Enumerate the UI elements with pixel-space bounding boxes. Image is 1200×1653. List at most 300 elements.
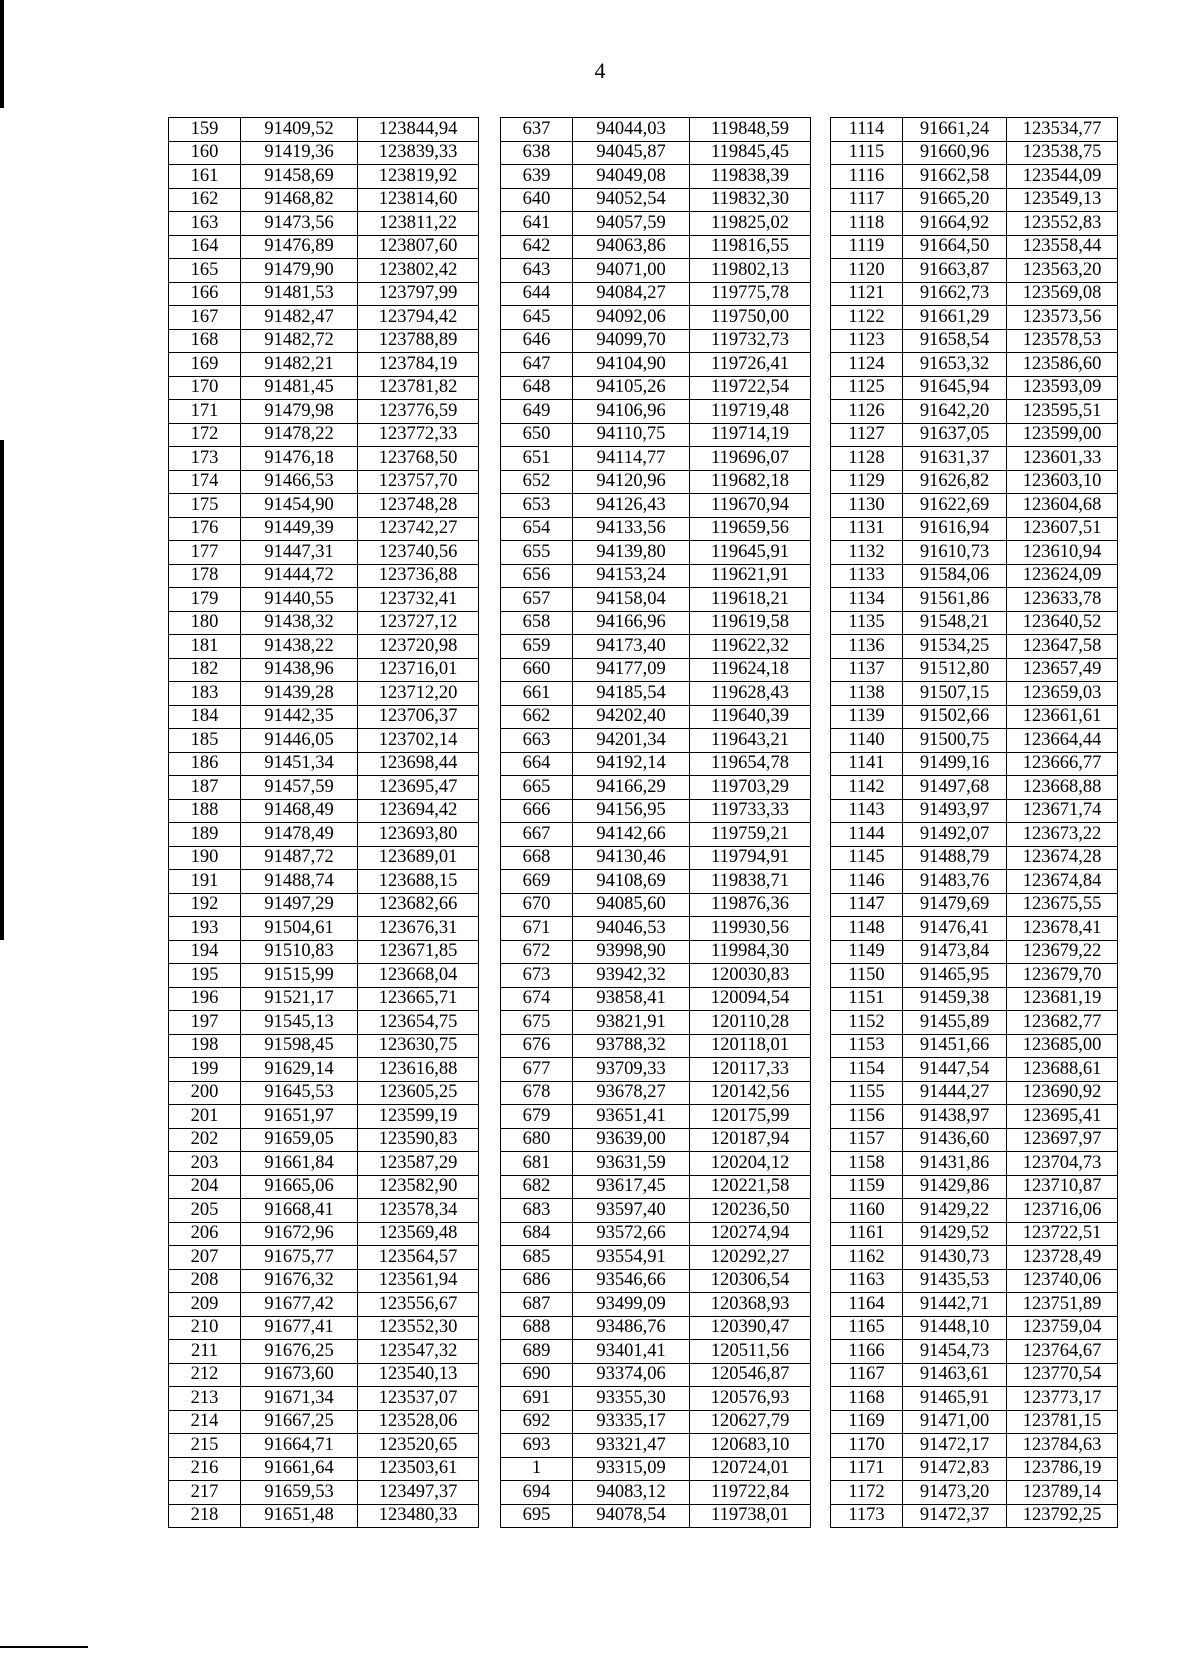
point-number-cell: 688 (501, 1316, 573, 1340)
y-coordinate-cell: 119848,59 (690, 118, 811, 142)
x-coordinate-cell: 93597,40 (573, 1199, 690, 1223)
y-coordinate-cell: 123772,33 (358, 423, 479, 447)
table-row (501, 1269, 811, 1293)
table-row (501, 705, 811, 729)
x-coordinate-cell: 91660,96 (903, 141, 1007, 165)
x-coordinate-cell: 93546,66 (573, 1269, 690, 1293)
x-coordinate-cell: 93355,30 (573, 1387, 690, 1411)
table-row (169, 1434, 479, 1458)
y-coordinate-cell: 123781,15 (1007, 1410, 1118, 1434)
point-number-cell: 166 (169, 282, 241, 306)
point-number-cell: 648 (501, 376, 573, 400)
table-row (501, 1246, 811, 1270)
x-coordinate-cell: 91454,90 (241, 494, 358, 518)
y-coordinate-cell: 123665,71 (358, 987, 479, 1011)
table-row (501, 188, 811, 212)
table-row (169, 1199, 479, 1223)
x-coordinate-cell: 94185,54 (573, 682, 690, 706)
x-coordinate-cell: 91651,97 (241, 1105, 358, 1129)
y-coordinate-cell: 120236,50 (690, 1199, 811, 1223)
table-row (831, 188, 1118, 212)
y-coordinate-cell: 123590,83 (358, 1128, 479, 1152)
point-number-cell: 641 (501, 212, 573, 236)
x-coordinate-cell: 93335,17 (573, 1410, 690, 1434)
x-coordinate-cell: 93639,00 (573, 1128, 690, 1152)
table-row (501, 1128, 811, 1152)
point-number-cell: 682 (501, 1175, 573, 1199)
point-number-cell: 671 (501, 917, 573, 941)
point-number-cell: 1157 (831, 1128, 903, 1152)
x-coordinate-cell: 91457,59 (241, 776, 358, 800)
table-row (501, 141, 811, 165)
point-number-cell: 178 (169, 564, 241, 588)
x-coordinate-cell: 91521,17 (241, 987, 358, 1011)
page-number: 4 (594, 58, 606, 83)
table-row (501, 752, 811, 776)
x-coordinate-cell: 94156,95 (573, 799, 690, 823)
table-row (169, 635, 479, 659)
point-number-cell: 169 (169, 353, 241, 377)
table-row (501, 1481, 811, 1505)
y-coordinate-cell: 123661,61 (1007, 705, 1118, 729)
table-row (169, 917, 479, 941)
point-number-cell: 216 (169, 1457, 241, 1481)
table-row (169, 1293, 479, 1317)
table-row (831, 1199, 1118, 1223)
x-coordinate-cell: 94063,86 (573, 235, 690, 259)
x-coordinate-cell: 91476,89 (241, 235, 358, 259)
point-number-cell: 1173 (831, 1504, 903, 1528)
x-coordinate-cell: 94105,26 (573, 376, 690, 400)
y-coordinate-cell: 119984,30 (690, 940, 811, 964)
x-coordinate-cell: 93617,45 (573, 1175, 690, 1199)
table-row (501, 940, 811, 964)
y-coordinate-cell: 120175,99 (690, 1105, 811, 1129)
x-coordinate-cell: 93858,41 (573, 987, 690, 1011)
table-row (831, 1363, 1118, 1387)
table-row (501, 494, 811, 518)
x-coordinate-cell: 91629,14 (241, 1058, 358, 1082)
y-coordinate-cell: 123764,67 (1007, 1340, 1118, 1364)
point-number-cell: 663 (501, 729, 573, 753)
x-coordinate-cell: 91472,37 (903, 1504, 1007, 1528)
y-coordinate-cell: 119696,07 (690, 447, 811, 471)
point-number-cell: 1144 (831, 823, 903, 847)
y-coordinate-cell: 123740,06 (1007, 1269, 1118, 1293)
point-number-cell: 673 (501, 964, 573, 988)
y-coordinate-cell: 123520,65 (358, 1434, 479, 1458)
point-number-cell: 639 (501, 165, 573, 189)
y-coordinate-cell: 120390,47 (690, 1316, 811, 1340)
x-coordinate-cell: 91465,95 (903, 964, 1007, 988)
x-coordinate-cell: 91512,80 (903, 658, 1007, 682)
x-coordinate-cell: 94057,59 (573, 212, 690, 236)
point-number-cell: 176 (169, 517, 241, 541)
y-coordinate-cell: 123587,29 (358, 1152, 479, 1176)
x-coordinate-cell: 91665,20 (903, 188, 1007, 212)
table-row (169, 870, 479, 894)
x-coordinate-cell: 91676,25 (241, 1340, 358, 1364)
point-number-cell: 207 (169, 1246, 241, 1270)
point-number-cell: 1147 (831, 893, 903, 917)
point-number-cell: 668 (501, 846, 573, 870)
x-coordinate-cell: 93709,33 (573, 1058, 690, 1082)
y-coordinate-cell: 123675,55 (1007, 893, 1118, 917)
point-number-cell: 173 (169, 447, 241, 471)
x-coordinate-cell: 91478,22 (241, 423, 358, 447)
table-row (501, 658, 811, 682)
x-coordinate-cell: 91676,32 (241, 1269, 358, 1293)
point-number-cell: 677 (501, 1058, 573, 1082)
point-number-cell: 1120 (831, 259, 903, 283)
y-coordinate-cell: 123693,80 (358, 823, 479, 847)
x-coordinate-cell: 91438,32 (241, 611, 358, 635)
table-row (501, 1340, 811, 1364)
x-coordinate-cell: 91471,00 (903, 1410, 1007, 1434)
y-coordinate-cell: 123480,33 (358, 1504, 479, 1528)
table-row (169, 964, 479, 988)
x-coordinate-cell: 91492,07 (903, 823, 1007, 847)
point-number-cell: 649 (501, 400, 573, 424)
point-number-cell: 172 (169, 423, 241, 447)
table-row (831, 776, 1118, 800)
y-coordinate-cell: 119775,78 (690, 282, 811, 306)
y-coordinate-cell: 119876,36 (690, 893, 811, 917)
table-row (501, 212, 811, 236)
x-coordinate-cell: 91430,73 (903, 1246, 1007, 1270)
point-number-cell: 214 (169, 1410, 241, 1434)
point-number-cell: 694 (501, 1481, 573, 1505)
y-coordinate-cell: 119816,55 (690, 235, 811, 259)
table-row (831, 353, 1118, 377)
point-number-cell: 1142 (831, 776, 903, 800)
y-coordinate-cell: 123664,44 (1007, 729, 1118, 753)
y-coordinate-cell: 123781,82 (358, 376, 479, 400)
table-row (501, 1410, 811, 1434)
y-coordinate-cell: 123742,27 (358, 517, 479, 541)
x-coordinate-cell: 91447,54 (903, 1058, 1007, 1082)
point-number-cell: 1141 (831, 752, 903, 776)
point-number-cell: 695 (501, 1504, 573, 1528)
point-number-cell: 1145 (831, 846, 903, 870)
x-coordinate-cell: 91675,77 (241, 1246, 358, 1270)
x-coordinate-cell: 91499,16 (903, 752, 1007, 776)
table-row (501, 1504, 811, 1528)
point-number-cell: 655 (501, 541, 573, 565)
point-number-cell: 1152 (831, 1011, 903, 1035)
x-coordinate-cell: 93554,91 (573, 1246, 690, 1270)
y-coordinate-cell: 123624,09 (1007, 564, 1118, 588)
x-coordinate-cell: 91500,75 (903, 729, 1007, 753)
y-coordinate-cell: 123811,22 (358, 212, 479, 236)
y-coordinate-cell: 119618,21 (690, 588, 811, 612)
table-row (169, 1246, 479, 1270)
y-coordinate-cell: 119722,84 (690, 1481, 811, 1505)
x-coordinate-cell: 91673,60 (241, 1363, 358, 1387)
x-coordinate-cell: 91667,25 (241, 1410, 358, 1434)
y-coordinate-cell: 123682,77 (1007, 1011, 1118, 1035)
y-coordinate-cell: 123690,92 (1007, 1081, 1118, 1105)
table-row (831, 1081, 1118, 1105)
point-number-cell: 179 (169, 588, 241, 612)
table-row (169, 1152, 479, 1176)
point-number-cell: 180 (169, 611, 241, 635)
point-number-cell: 685 (501, 1246, 573, 1270)
x-coordinate-cell: 91626,82 (903, 470, 1007, 494)
x-coordinate-cell: 94142,66 (573, 823, 690, 847)
point-number-cell: 199 (169, 1058, 241, 1082)
table-row (501, 1058, 811, 1082)
point-number-cell: 1135 (831, 611, 903, 635)
x-coordinate-cell: 91448,10 (903, 1316, 1007, 1340)
table-row (501, 846, 811, 870)
x-coordinate-cell: 91431,86 (903, 1152, 1007, 1176)
y-coordinate-cell: 119645,91 (690, 541, 811, 565)
x-coordinate-cell: 91468,49 (241, 799, 358, 823)
point-number-cell: 1168 (831, 1387, 903, 1411)
x-coordinate-cell: 91642,20 (903, 400, 1007, 424)
x-coordinate-cell: 94104,90 (573, 353, 690, 377)
x-coordinate-cell: 91465,91 (903, 1387, 1007, 1411)
table-row (501, 1011, 811, 1035)
point-number-cell: 163 (169, 212, 241, 236)
table-row (831, 1222, 1118, 1246)
y-coordinate-cell: 123601,33 (1007, 447, 1118, 471)
point-number-cell: 1159 (831, 1175, 903, 1199)
point-number-cell: 1160 (831, 1199, 903, 1223)
point-number-cell: 1156 (831, 1105, 903, 1129)
table-row (169, 212, 479, 236)
y-coordinate-cell: 123786,19 (1007, 1457, 1118, 1481)
y-coordinate-cell: 119621,91 (690, 564, 811, 588)
table-row (169, 564, 479, 588)
x-coordinate-cell: 91504,61 (241, 917, 358, 941)
point-number-cell: 643 (501, 259, 573, 283)
coordinates-table-1 (168, 117, 479, 1528)
table-row (831, 1410, 1118, 1434)
x-coordinate-cell: 94108,69 (573, 870, 690, 894)
x-coordinate-cell: 91459,38 (903, 987, 1007, 1011)
y-coordinate-cell: 120627,79 (690, 1410, 811, 1434)
point-number-cell: 1136 (831, 635, 903, 659)
table-row (501, 611, 811, 635)
point-number-cell: 165 (169, 259, 241, 283)
x-coordinate-cell: 91476,41 (903, 917, 1007, 941)
table-row (169, 1340, 479, 1364)
x-coordinate-cell: 91497,68 (903, 776, 1007, 800)
x-coordinate-cell: 91438,97 (903, 1105, 1007, 1129)
point-number-cell: 201 (169, 1105, 241, 1129)
point-number-cell: 1138 (831, 682, 903, 706)
point-number-cell: 168 (169, 329, 241, 353)
y-coordinate-cell: 123776,59 (358, 400, 479, 424)
x-coordinate-cell: 91438,22 (241, 635, 358, 659)
y-coordinate-cell: 120117,33 (690, 1058, 811, 1082)
table-row (831, 1034, 1118, 1058)
table-row (831, 705, 1118, 729)
table-row (501, 870, 811, 894)
y-coordinate-cell: 123698,44 (358, 752, 479, 776)
table-row (501, 964, 811, 988)
y-coordinate-cell: 120511,56 (690, 1340, 811, 1364)
point-number-cell: 1128 (831, 447, 903, 471)
point-number-cell: 1153 (831, 1034, 903, 1058)
point-number-cell: 1149 (831, 940, 903, 964)
table-row (831, 1316, 1118, 1340)
y-coordinate-cell: 123784,19 (358, 353, 479, 377)
point-number-cell: 642 (501, 235, 573, 259)
point-number-cell: 667 (501, 823, 573, 847)
point-number-cell: 1169 (831, 1410, 903, 1434)
y-coordinate-cell: 123681,19 (1007, 987, 1118, 1011)
x-coordinate-cell: 94153,24 (573, 564, 690, 588)
point-number-cell: 670 (501, 893, 573, 917)
point-number-cell: 1117 (831, 188, 903, 212)
x-coordinate-cell: 93401,41 (573, 1340, 690, 1364)
y-coordinate-cell: 123727,12 (358, 611, 479, 635)
table-row (831, 1434, 1118, 1458)
table-row (169, 329, 479, 353)
point-number-cell: 170 (169, 376, 241, 400)
y-coordinate-cell: 119628,43 (690, 682, 811, 706)
table-row (169, 1105, 479, 1129)
y-coordinate-cell: 123722,51 (1007, 1222, 1118, 1246)
point-number-cell: 666 (501, 799, 573, 823)
point-number-cell: 1119 (831, 235, 903, 259)
point-number-cell: 692 (501, 1410, 573, 1434)
y-coordinate-cell: 123679,22 (1007, 940, 1118, 964)
y-coordinate-cell: 123682,66 (358, 893, 479, 917)
x-coordinate-cell: 93998,90 (573, 940, 690, 964)
point-number-cell: 1162 (831, 1246, 903, 1270)
x-coordinate-cell: 94071,00 (573, 259, 690, 283)
point-number-cell: 1131 (831, 517, 903, 541)
x-coordinate-cell: 93321,47 (573, 1434, 690, 1458)
table-row (169, 752, 479, 776)
point-number-cell: 206 (169, 1222, 241, 1246)
y-coordinate-cell: 119719,48 (690, 400, 811, 424)
table-row (169, 776, 479, 800)
x-coordinate-cell: 91497,29 (241, 893, 358, 917)
point-number-cell: 1118 (831, 212, 903, 236)
x-coordinate-cell: 93651,41 (573, 1105, 690, 1129)
point-number-cell: 174 (169, 470, 241, 494)
table-row (169, 282, 479, 306)
table-row (831, 376, 1118, 400)
table-row (831, 1175, 1118, 1199)
table-row (169, 118, 479, 142)
y-coordinate-cell: 123674,84 (1007, 870, 1118, 894)
x-coordinate-cell: 93788,32 (573, 1034, 690, 1058)
x-coordinate-cell: 91409,52 (241, 118, 358, 142)
table-row (169, 987, 479, 1011)
y-coordinate-cell: 120306,54 (690, 1269, 811, 1293)
x-coordinate-cell: 91463,61 (903, 1363, 1007, 1387)
y-coordinate-cell: 123844,94 (358, 118, 479, 142)
table-row (169, 729, 479, 753)
y-coordinate-cell: 119845,45 (690, 141, 811, 165)
table-row (831, 940, 1118, 964)
point-number-cell: 1124 (831, 353, 903, 377)
point-number-cell: 1166 (831, 1340, 903, 1364)
x-coordinate-cell: 91468,82 (241, 188, 358, 212)
point-number-cell: 652 (501, 470, 573, 494)
x-coordinate-cell: 94106,96 (573, 400, 690, 424)
y-coordinate-cell: 123839,33 (358, 141, 479, 165)
y-coordinate-cell: 119624,18 (690, 658, 811, 682)
point-number-cell: 659 (501, 635, 573, 659)
y-coordinate-cell: 123586,60 (1007, 353, 1118, 377)
y-coordinate-cell: 119825,02 (690, 212, 811, 236)
table-row (169, 1363, 479, 1387)
x-coordinate-cell: 94110,75 (573, 423, 690, 447)
point-number-cell: 678 (501, 1081, 573, 1105)
y-coordinate-cell: 123706,37 (358, 705, 479, 729)
x-coordinate-cell: 94177,09 (573, 658, 690, 682)
x-coordinate-cell: 91435,53 (903, 1269, 1007, 1293)
y-coordinate-cell: 123695,41 (1007, 1105, 1118, 1129)
point-number-cell: 209 (169, 1293, 241, 1317)
table-row (169, 1504, 479, 1528)
table-row (169, 1410, 479, 1434)
x-coordinate-cell: 91661,64 (241, 1457, 358, 1481)
point-number-cell: 689 (501, 1340, 573, 1364)
x-coordinate-cell: 91481,53 (241, 282, 358, 306)
y-coordinate-cell: 123552,83 (1007, 212, 1118, 236)
point-number-cell: 185 (169, 729, 241, 753)
x-coordinate-cell: 94201,34 (573, 729, 690, 753)
x-coordinate-cell: 94166,29 (573, 776, 690, 800)
table-row (501, 235, 811, 259)
x-coordinate-cell: 91488,74 (241, 870, 358, 894)
y-coordinate-cell: 123604,68 (1007, 494, 1118, 518)
x-coordinate-cell: 91671,34 (241, 1387, 358, 1411)
y-coordinate-cell: 123657,49 (1007, 658, 1118, 682)
table-row (169, 1269, 479, 1293)
point-number-cell: 684 (501, 1222, 573, 1246)
x-coordinate-cell: 91545,13 (241, 1011, 358, 1035)
y-coordinate-cell: 123720,98 (358, 635, 479, 659)
x-coordinate-cell: 91472,17 (903, 1434, 1007, 1458)
x-coordinate-cell: 91440,55 (241, 588, 358, 612)
x-coordinate-cell: 94166,96 (573, 611, 690, 635)
table-row (169, 447, 479, 471)
x-coordinate-cell: 93631,59 (573, 1152, 690, 1176)
point-number-cell: 1154 (831, 1058, 903, 1082)
table-row (169, 1457, 479, 1481)
point-number-cell: 188 (169, 799, 241, 823)
table-row (169, 1128, 479, 1152)
table-row (501, 329, 811, 353)
y-coordinate-cell: 123537,07 (358, 1387, 479, 1411)
x-coordinate-cell: 91561,86 (903, 588, 1007, 612)
x-coordinate-cell: 91515,99 (241, 964, 358, 988)
x-coordinate-cell: 94052,54 (573, 188, 690, 212)
table-row (169, 1058, 479, 1082)
y-coordinate-cell: 119722,54 (690, 376, 811, 400)
x-coordinate-cell: 91487,72 (241, 846, 358, 870)
table-row (831, 682, 1118, 706)
x-coordinate-cell: 91472,83 (903, 1457, 1007, 1481)
y-coordinate-cell: 123593,09 (1007, 376, 1118, 400)
x-coordinate-cell: 91429,22 (903, 1199, 1007, 1223)
table-row (501, 1152, 811, 1176)
x-coordinate-cell: 91507,15 (903, 682, 1007, 706)
point-number-cell: 1115 (831, 141, 903, 165)
y-coordinate-cell: 119802,13 (690, 259, 811, 283)
point-number-cell: 1171 (831, 1457, 903, 1481)
point-number-cell: 654 (501, 517, 573, 541)
